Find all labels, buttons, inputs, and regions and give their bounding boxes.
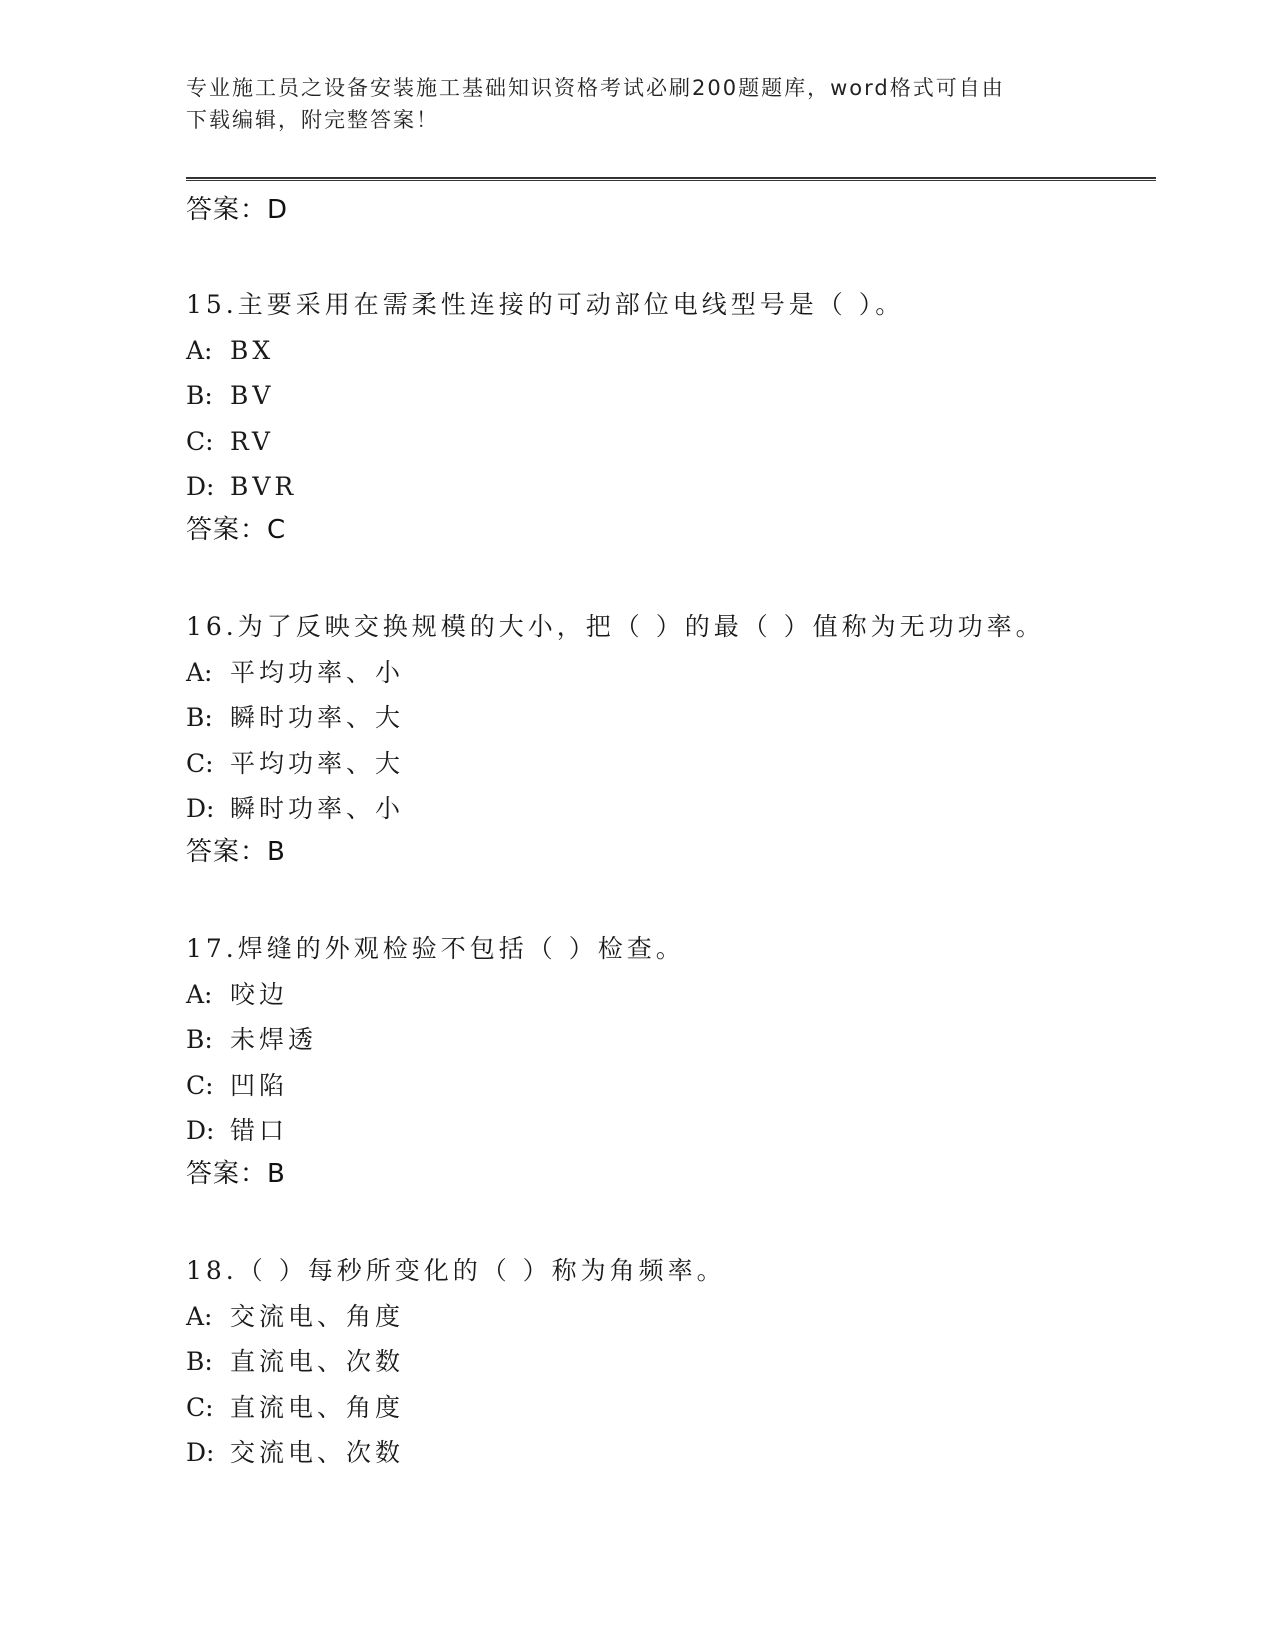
option-letter: A:: [186, 1301, 213, 1331]
option-a: [186, 328, 1146, 374]
option-d: [186, 464, 1146, 510]
option-letter: B:: [186, 1347, 213, 1377]
option-letter: B:: [186, 1025, 213, 1055]
option-letter: B:: [186, 703, 213, 733]
option-a: [186, 650, 1146, 696]
option-d: [186, 1430, 1146, 1476]
question-stem: 18.（ ）每秒所变化的（ ）称为角频率。: [186, 1255, 726, 1285]
option-d: [186, 1108, 1146, 1154]
option-letter: D:: [186, 1438, 215, 1468]
option-a: [186, 1294, 1146, 1340]
question-17: [186, 926, 1146, 1194]
option-letter: A:: [186, 979, 213, 1009]
option-c: [186, 741, 1146, 787]
header-line-2: 下载编辑，附完整答案！: [186, 108, 439, 132]
answer-line: 答案：B: [186, 1158, 286, 1189]
option-text: 错口: [230, 1116, 289, 1146]
option-letter: C:: [186, 426, 214, 456]
option-b: [186, 373, 1146, 419]
option-c: [186, 1385, 1146, 1431]
option-text: 平均功率、小: [230, 657, 405, 687]
option-letter: A:: [186, 657, 213, 687]
question-15: [186, 282, 1146, 550]
option-text: 咬边: [230, 979, 289, 1009]
question-16: [186, 604, 1146, 872]
option-text: 直流电、次数: [230, 1347, 405, 1377]
option-letter: C:: [186, 1070, 214, 1100]
page-header: [186, 72, 1066, 136]
option-a: [186, 972, 1146, 1018]
question-stem: 17.焊缝的外观检验不包括（ ）检查。: [186, 933, 685, 963]
answer-previous: 答案：D: [186, 195, 289, 225]
option-text: BVR: [230, 472, 298, 502]
option-text: 未焊透: [230, 1025, 318, 1055]
option-text: 交流电、次数: [230, 1438, 405, 1468]
option-letter: D:: [186, 794, 215, 824]
option-letter: C:: [186, 1392, 214, 1422]
option-letter: B:: [186, 381, 213, 411]
question-stem: 15.主要采用在需柔性连接的可动部位电线型号是（ ）。: [186, 290, 905, 319]
option-d: [186, 786, 1146, 832]
option-b: [186, 1017, 1146, 1063]
option-letter: C:: [186, 748, 214, 778]
header-line-1: 专业施工员之设备安装施工基础知识资格考试必刷200题题库，word格式可自由: [186, 76, 1005, 100]
option-text: 瞬时功率、大: [230, 703, 405, 733]
option-text: BX: [230, 335, 275, 365]
document-body: [186, 190, 1146, 1476]
question-stem: 16.为了反映交换规模的大小，把（ ）的最（ ）值称为无功功率。: [186, 611, 1045, 641]
option-text: BV: [230, 381, 275, 411]
header-divider: [186, 177, 1156, 181]
option-c: [186, 419, 1146, 465]
option-c: [186, 1063, 1146, 1109]
option-text: 凹陷: [230, 1070, 289, 1100]
answer-line: 答案：C: [186, 514, 287, 545]
option-text: 瞬时功率、小: [230, 794, 405, 824]
option-b: [186, 1339, 1146, 1385]
option-text: 平均功率、大: [230, 748, 405, 778]
option-letter: D:: [186, 472, 215, 502]
option-letter: D:: [186, 1116, 215, 1146]
option-b: [186, 695, 1146, 741]
answer-line: 答案：B: [186, 836, 286, 867]
option-text: RV: [230, 426, 274, 456]
option-letter: A:: [186, 335, 213, 365]
option-text: 交流电、角度: [230, 1301, 405, 1331]
question-18: [186, 1248, 1146, 1476]
option-text: 直流电、角度: [230, 1392, 405, 1422]
